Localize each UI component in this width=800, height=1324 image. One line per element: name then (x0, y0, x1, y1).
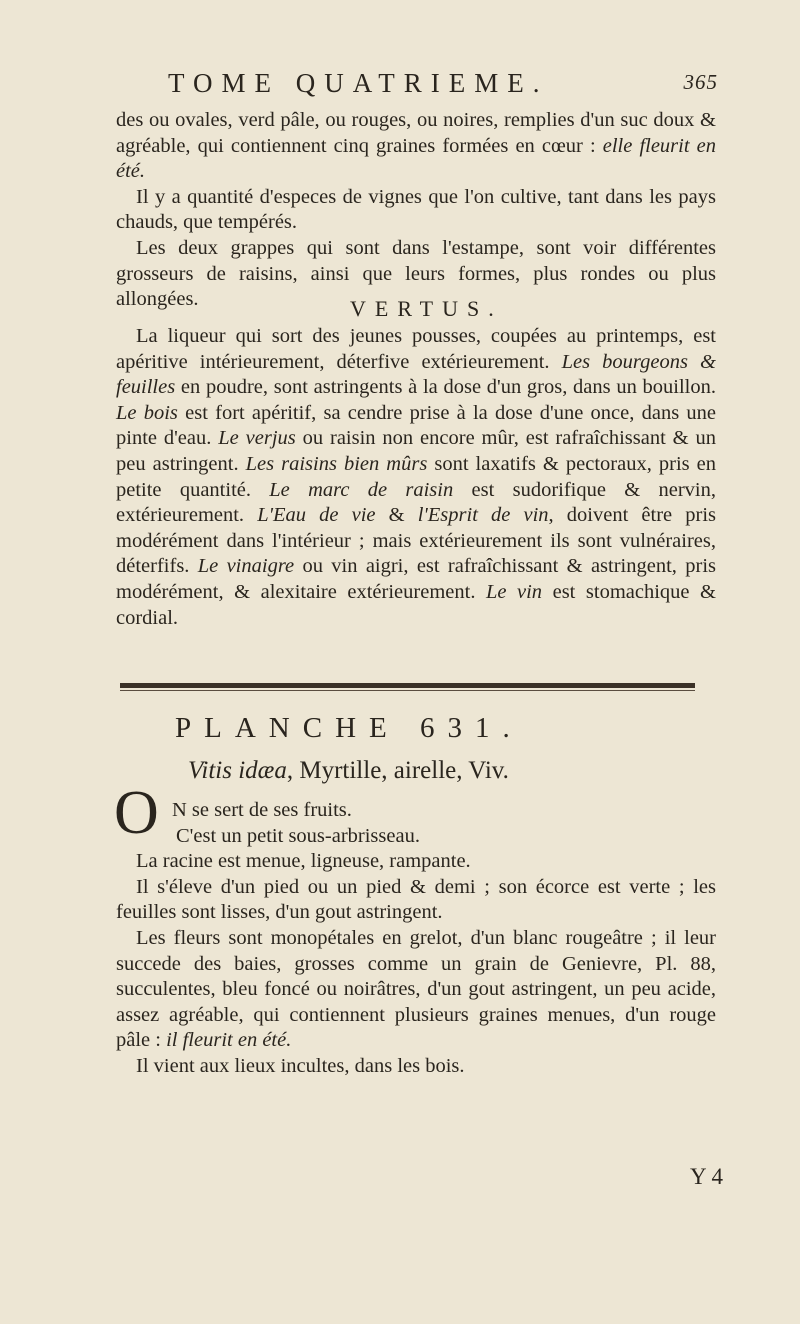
italic-note: elle fleurit en été. (116, 134, 716, 183)
text-block-planche (116, 798, 716, 1080)
paragraph-continuation (116, 108, 716, 185)
signature-mark: Y 4 (690, 1164, 724, 1189)
text-run: , doivent être pris modérément dans l'intérieur ; mais extérieurement ils sont vulnéraires, déterfifs. (116, 504, 716, 578)
text-run: est sudorifique & nervin, extérieurement. (116, 478, 716, 527)
drop-cap: O (114, 779, 159, 847)
running-header (168, 68, 718, 99)
text-run: ou vin aigri, est rafraîchissant & astringent, pris modérément, & alexitaire extérieurement. (116, 555, 716, 603)
italic-term: Le vinaigre (197, 555, 295, 578)
paragraph: Les deux grappes qui sont dans l'estampe, sont voir différentes grosseurs de raisins, ainsi que leurs formes, plus rondes ou plus allongées. (116, 236, 716, 311)
latin-name: Vitis idæa (188, 757, 287, 784)
text-line: cœur : (541, 134, 603, 157)
italic-term: l'Esprit de vin (417, 504, 549, 527)
text-run: est stomachique & cordial. (116, 580, 716, 629)
paragraph-vertus (116, 324, 716, 631)
paragraph: C'est un petit sous-arbrisseau. (176, 824, 420, 847)
section-divider-thin (120, 690, 695, 691)
text-run: La liqueur qui sort des jeunes pousses, coupées au printemps, est apéritive intérieurement, déterfive extérieurement. (116, 325, 716, 373)
page-number: 365 (683, 70, 718, 94)
common-names: , Myrtille, airelle, Viv. (286, 757, 509, 784)
text-run: en poudre, sont astringents à la dose d'un gros, dans un bouillon. (175, 376, 716, 399)
italic-term: Le verjus (218, 427, 296, 450)
text-run: ou raisin non encore mûr, est rafraîchissant & un peu astringent. (116, 427, 716, 475)
plate-subtitle (188, 757, 509, 785)
plate-title: PLANCHE 631. (175, 712, 523, 744)
paragraph: Il y a quantité d'especes de vignes que l'on cultive, tant dans les pays chauds, que tempérés. (116, 185, 716, 234)
paragraph: Il s'éleve d'un pied ou un pied & demi ; son écorce est verte ; les feuilles sont lisses, d'un gout astringent. (116, 875, 716, 924)
text-run: Les fleurs sont monopétales en grelot, d'un blanc rougeâtre ; il leur succede des baies, grosses comme un grain de Genievre, Pl. 88, succulentes, bleu foncé ou noirâtres, d'un gout astringent, un peu acide, assez agréable, qui contiennent plusieurs graines menues, d'un rouge pâle : (116, 926, 716, 1052)
italic-term: Les bourgeons & feuilles (116, 350, 716, 399)
italic-term: L'Eau de vie (257, 504, 376, 527)
paragraph-lead: N se sert de ses fruits. (172, 799, 352, 821)
section-divider (120, 683, 695, 688)
italic-term: Le bois (116, 401, 178, 424)
text-line: des ou ovales, verd pâle, ou rouges, ou noires, remplies d'un (116, 109, 615, 131)
text-run: sont laxatifs & pectoraux, pris en petite quantité. (116, 452, 716, 501)
italic-term: Le marc de raisin (269, 478, 454, 501)
paragraph (116, 926, 716, 1054)
paragraph: La racine est menue, ligneuse, rampante. (136, 850, 471, 873)
running-title: TOME QUATRIEME. (168, 68, 549, 98)
text-block-vertus (116, 324, 716, 631)
text-run: & (375, 504, 418, 527)
italic-term: Les raisins bien mûrs (245, 452, 428, 475)
text-run: est fort apéritif, sa cendre prise à la dose d'une once, dans une pinte d'eau. (116, 401, 716, 450)
italic-term: Le vin (485, 580, 543, 603)
text-block-top (116, 108, 716, 313)
paragraph: Il vient aux lieux incultes, dans les bois. (136, 1054, 465, 1077)
italic-note: il fleurit en été. (166, 1029, 292, 1052)
section-heading-vertus: VERTUS. (350, 296, 503, 321)
text-line: suc doux & agréable, qui contiennent cinq graines formées en (116, 109, 716, 157)
